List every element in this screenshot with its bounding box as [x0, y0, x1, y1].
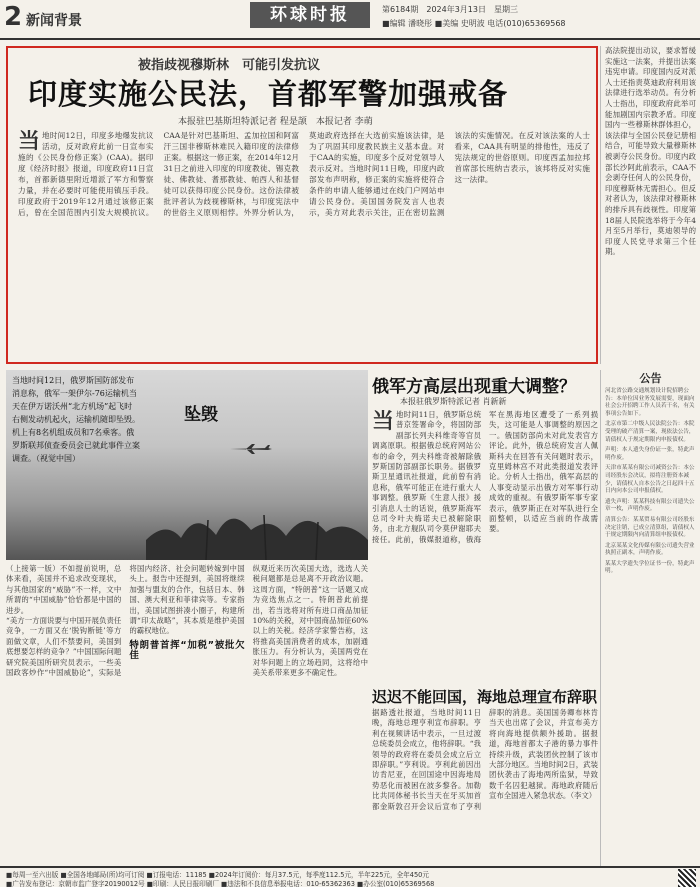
haiti-headline: 迟迟不能回国，海地总理宣布辞职 [372, 688, 598, 706]
footer [0, 866, 700, 887]
editors-line: ■编辑 潘晓彤 ■美编 史明波 电话(010)65369568 [382, 19, 566, 28]
dropcap: 当 [372, 410, 395, 434]
lead-side-column: 高法院提出动议，要求暂缓实施这一法案，并提出法案违宪申请。印度国内反对派人士还指责莫迪政府利用该法律进行选举动员。有分析人士指出，印度政府此举可能加剧国内宗教矛盾。印度国内一些穆斯林群体担心，该法律与全国公民登记册相结合，可能导致大量穆斯林被剥夺公民身份。印度内政部长沙阿此前表示，CAA不会剥夺任何人的公民身份，印度穆斯林无需担心。但反对者认为，该法律对穆斯林的排斥具有歧视性。印度第18届人民院选举将于今年4月至5月举行，莫迪领导的印度人民党寻求第三个任期。 [600, 46, 696, 364]
paper-logo: 环球时报 [250, 2, 370, 28]
dropcap: 当 [18, 130, 41, 154]
photo-story [6, 370, 368, 560]
notice-item: 河北省公路交通规划设计院招聘公告：本单位因业务发展需要，现面向社会公开招聘工作人员若干名，有关事项公告如下。 [605, 388, 695, 417]
lead-body-text: 地时间12日，印度多地爆发抗议活动，反对政府此前一日宣布实施的《公民身份修正案》(CAA)。据印度《经济时报》报道，印度政府11日宣布，首都新德里附近增派了军方和警察力量，并在必要时可能使用镇压手段。印度政府于2019年12月通过该修正案后，曾在全国范围内引发大规模抗议。CAA是针对巴基斯坦、孟加拉国和阿富汗三国非穆斯林难民入籍印度的法律修正案。根据这一修正案，在2014年12月31日之前进入印度的印度教徒、锡克教徒、佛教徒、耆那教徒、帕西人和基督徒可以获得印度公民身份。这份法律被批评者认为歧视穆斯林，与印度宪法中的世俗主义原则相悖。外界分析认为，莫迪政府选择在大选前实施该法律，是为了巩固其印度教民族主义基本盘。对于CAA的实施，印度多个反对党领导人表示反对。当地时间11日晚，印度内政部发布声明称，修正案的实施将使符合条件的申请人能够通过在线门户网站申请公民身份。美国国务院发言人也表示，美方对此表示关注，正在密切监测该法的实施情况。在反对该法案的人士看来，CAA具有明显的排他性，违反了宪法规定的世俗原则。印度西孟加拉邦首席部长班纳吉表示，该邦将反对实施这一法律。 [18, 131, 590, 217]
lead-story [6, 46, 598, 364]
us-story-lead-in: （上接第一版）不如提前说明，总体来看，美国并不追求改变现状，与其他国家的“威胁”不一样，文中所谓的“中国威胁”恰恰都是中国的进步。 [6, 564, 122, 615]
russia-byline: 本报驻俄罗斯特派记者 肖新新 [400, 397, 507, 406]
airplane-icon [228, 444, 272, 454]
lead-byline: 本报驻巴基斯坦特派记者 程是颉 本报记者 李萌 [178, 117, 373, 127]
qr-code-icon [678, 869, 696, 887]
section-number: 2 [4, 2, 23, 32]
notice-item: 清算公告：某某贸易有限公司经股东决定注销，已成立清算组，请债权人于规定期限内向清算组申报债权。 [605, 516, 695, 539]
lead-kicker: 被指歧视穆斯林 可能引发抗议 [138, 58, 321, 73]
photo-caption: 当地时间12日，俄罗斯国防部发布消息称，俄军一架伊尔-76运输机当天在伊万诺沃州“北方机场”起飞时右侧发动机起火，运输机随即坠毁。机上有8名机组成员和7名乘客。俄罗斯联邦侦查委员会已就此事件立案调查。（视觉中国） [12, 376, 140, 463]
footer-line-1: ■每周一至六出版 ■全国各地邮局(所)均可订阅 ■订报电话：11185 ■2024年订阅价：每月37.5元，每季度112.5元，半年225元，全年450元 [6, 871, 429, 879]
issue-line: 第6184期 2024年3月13日 星期三 [382, 5, 518, 14]
lead-body [18, 130, 590, 358]
photo-title: 坠毁 [184, 405, 218, 425]
masthead [0, 0, 700, 40]
us-story-subhead: 特朗普首挥“加税”被批欠佳 [129, 639, 245, 662]
notice-item: 北京市第二中级人民法院公告：本院受理的破产清算一案，现依法公告，请债权人于规定期限内申报债权。 [605, 421, 695, 443]
haiti-body: 据路透社报道，当地时间11日晚，海地总理亨利宣布辞职。亨利在视频讲话中表示，一旦过渡总统委员会成立，他将辞职。“我领导的政府将在委员会成立后立即辞职。”亨利说。亨利此前因出访肯尼亚，在回国途中因海地局势恶化而被困在波多黎各。加勒比共同体秘书长当天在牙买加首都金斯敦召开会议后宣布了亨利辞职的消息。美国国务卿布林肯当天也出席了会议，并宣布美方将向海地提供额外援助。据报道，海地首都太子港的暴力事件持续升级，武装团伙控制了该市大部分地区。当地时间2日，武装团伙袭击了海地两所监狱，导致数千名囚犯越狱。海地政府随后宣布全国进入紧急状态。（李文） [372, 708, 598, 811]
notice-item: 天津市某某有限公司减资公告：本公司经股东会决议，拟将注册资本减少，请债权人自本公告之日起四十五日内向本公司申报债权。 [605, 465, 695, 495]
us-story [6, 564, 368, 866]
us-story-body-2: 纵观近来历次美国大选，选选人关税问题都是总是离不开政治议题。这周方面，“特朗普”这一话题又成为竞选焦点之一。特朗普此前提出，若当选将对所有进口商品加征10%的关税，对中国商品加征60%以上的关税。经济学家警告称，这将推高美国消费者的成本，加剧通胀压力。有分析认为，美国两党在对华问题上的立场趋同，这将给中美关系带来更多不确定性。 [252, 564, 368, 678]
section-name: 新闻背景 [26, 13, 82, 29]
tree-silhouette [146, 500, 368, 560]
notice-item: 遗失声明：某某科技有限公司遗失公章一枚，声明作废。 [605, 498, 695, 513]
lead-headline: 印度实施公民法，首都军警加强戒备 [28, 77, 509, 111]
notice-item: 北京某某文化传媒有限公司遗失营业执照正副本，声明作废。 [605, 542, 695, 557]
footer-line-2: ■广告发布登记：京朝市监广登字20190012号 ■印刷：人民日报印刷厂 ■违法和不良信息举报电话：010-65362363 ■办公室(010)65369568 [6, 880, 435, 887]
notice-item: 某某大学遗失学位证书一份，特此声明。 [605, 560, 695, 575]
notices-title: 公告 [639, 372, 662, 385]
russia-headline: 俄军方高层出现重大调整？ [372, 377, 576, 397]
notice-item: 声明：本人遗失身份证一张，特此声明作废。 [605, 447, 695, 461]
us-story-body: “美方一方面说要与中国开展负责任竞争，一方面又在‘脱钩断链’等方面做文章，人们不禁要问，美国到底想要怎样的竞争？”中国国际问题研究院美国所研究员表示，一些美国政客炒作“中国威胁论”，实际是将国内经济、社会问题转嫁到中国头上。报告中还提到，美国将继续加强与盟友的合作，包括日本、韩国、澳大利亚和菲律宾等。专家指出，美国试图拼凑小圈子，构建所谓“印太战略”，其本质是维护美国的霸权地位。 [6, 564, 245, 678]
russia-body [372, 410, 598, 680]
notices-column [600, 370, 696, 866]
russia-body-text: 地时间11日，俄罗斯总统普京签署命令，将国防部副部长列夫科维奇等官员调离原职。根据俄总统府网站公布的命令，列夫科维奇被解除俄罗斯国防部副部长职务。据俄罗斯卫星通讯社报道，此前曾有消息称，俄军可能正在进行重大人事调整。俄罗斯《生意人报》援引消息人士的话说，俄罗斯海军总司令叶夫梅诺夫已被解除职务，由北方舰队司令莫伊谢耶夫接任。此前，俄媒报道称，俄海军在黑海地区遭受了一系列损失，这可能是人事调整的原因之一。俄国防部尚未对此发表官方评论。此外，俄总统府发言人佩斯科夫在回答有关问题时表示，克里姆林宫不对此类报道发表评论。分析人士指出，俄军高层的人事变动显示出俄方对军事行动成效的重视。有俄罗斯军事专家表示，俄罗斯正在对军队进行全面整顿，以适应当前的作战需要。 [372, 410, 598, 544]
